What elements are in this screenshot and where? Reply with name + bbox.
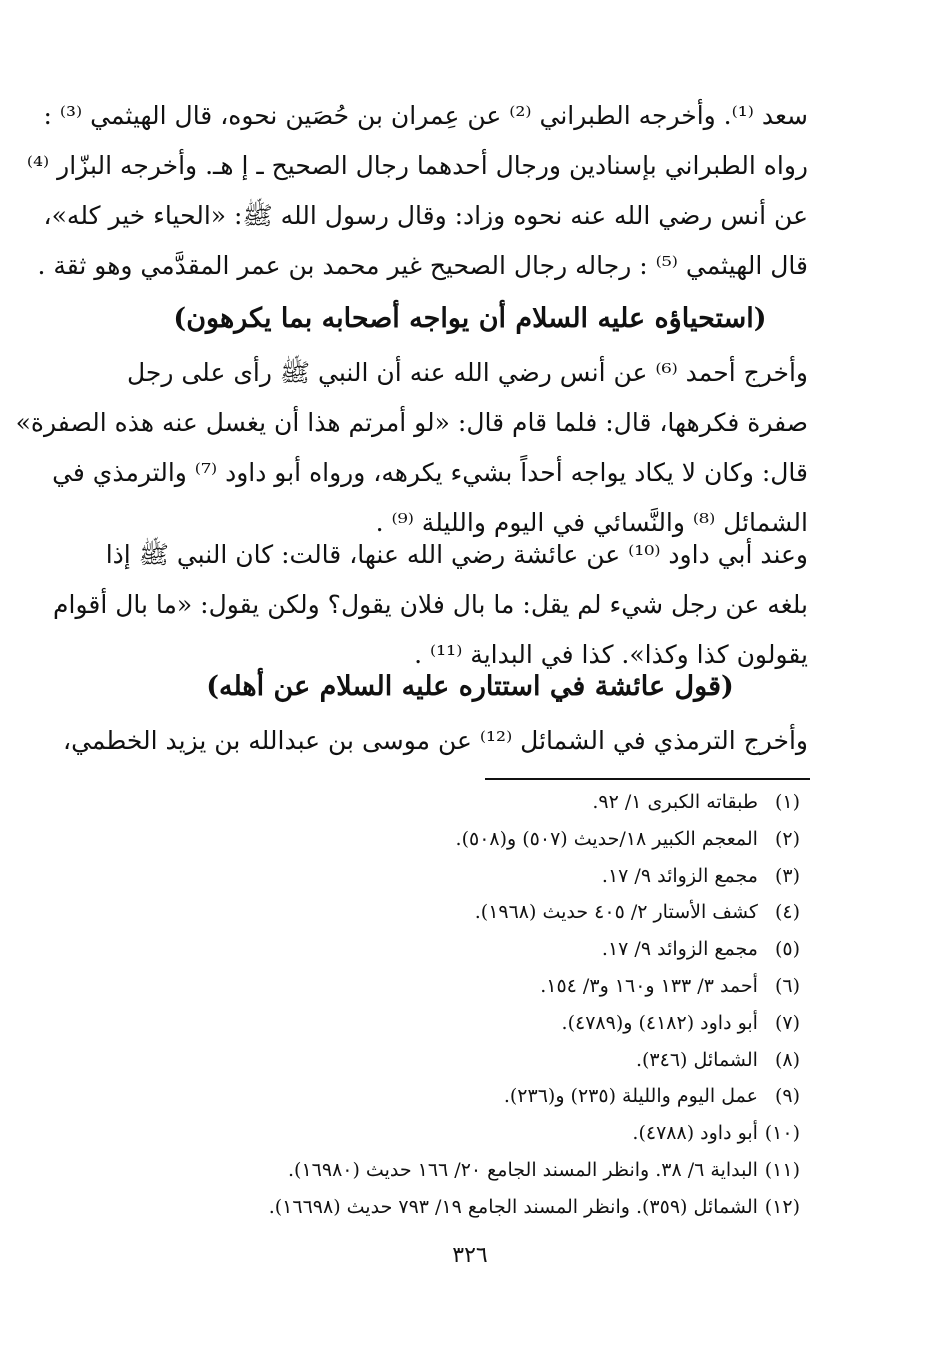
footnote-text: مجمع الزوائد ٩/ ١٧. — [601, 864, 758, 887]
page-number: ٣٢٦ — [452, 1243, 488, 1268]
footnote-6 — [100, 968, 800, 1005]
footnote-8 — [100, 1042, 800, 1079]
footnote-2 — [100, 821, 800, 858]
paragraph-4 — [63, 716, 808, 766]
footnote-number: (١) — [774, 791, 800, 813]
footnote-number: (٤) — [774, 901, 800, 924]
footnote-number: (٢) — [774, 827, 800, 850]
footnote-3 — [100, 858, 800, 895]
footnote-number: (٨) — [774, 1048, 800, 1071]
footnote-text: طبقاته الكبرى ١/ ٩٢. — [592, 791, 758, 813]
paragraph-line: الشمائل ⁽⁸⁾ والنَّسائي في اليوم والليلة ⁽⁹⁾ . — [375, 508, 808, 537]
footnote-5 — [100, 931, 800, 968]
footnote-9 — [100, 1078, 800, 1115]
footnote-text: الشمائل (٣٤٦). — [635, 1048, 758, 1071]
footnote-text: المعجم الكبير ١٨/حديث (٥٠٧) و(٥٠٨). — [455, 827, 758, 850]
footnote-number: (١١) — [764, 1158, 800, 1181]
footnote-text: أبو داود (٤١٨٢) و(٤٧٨٩). — [561, 1011, 758, 1034]
footnote-number: (٦) — [774, 974, 800, 997]
footnote-4 — [100, 894, 800, 931]
paragraph-line: رواه الطبراني بإسنادين ورجال أحدهما رجال الصحيح ـ إ هـ. وأخرجه البزّار ⁽⁴⁾ — [26, 151, 808, 180]
footnote-separator — [485, 778, 810, 780]
paragraph-line: سعد ⁽¹⁾. وأخرجه الطبراني ⁽²⁾ عن عِمران بن حُصَين نحوه، قال الهيثمي ⁽³⁾ : — [43, 101, 808, 130]
footnote-number: (٣) — [774, 864, 800, 887]
paragraph-3 — [53, 530, 808, 680]
footnote-number: (٥) — [774, 938, 800, 961]
paragraph-line: وأخرج الترمذي في الشمائل ⁽¹²⁾ عن موسى بن عبدالله بن يزيد الخطمي، — [63, 726, 808, 755]
footnote-1 — [100, 784, 800, 821]
footnote-11 — [100, 1152, 800, 1189]
footnote-10 — [100, 1115, 800, 1152]
footnote-7 — [100, 1005, 800, 1042]
footnote-text: كشف الأستار ٢/ ٤٠٥ حديث (١٩٦٨). — [474, 901, 758, 924]
footnote-number: (٩) — [774, 1085, 800, 1108]
footnotes-list — [100, 784, 800, 1226]
paragraph-line: وعند أبي داود ⁽¹⁰⁾ عن عائشة رضي الله عنها، قالت: كان النبي ﷺ إذا — [105, 540, 808, 569]
paragraph-line: قال: وكان لا يكاد يواجه أحداً بشيء يكرهه، ورواه أبو داود ⁽⁷⁾ والترمذي في — [52, 458, 808, 487]
paragraph-line: قال الهيثمي ⁽⁵⁾ : رجاله رجال الصحيح غير محمد بن عمر المقدَّمي وهو ثقة . — [37, 251, 808, 280]
footnote-number: (١٢) — [764, 1195, 800, 1218]
paragraph-2 — [15, 348, 808, 548]
paragraph-line: يقولون كذا وكذا». كذا في البداية ⁽¹¹⁾ . — [414, 640, 808, 669]
section-heading-1: (استحياؤه عليه السلام أن يواجه أصحابه بما يكرهون) — [173, 303, 767, 334]
paragraph-line: وأخرج أحمد ⁽⁶⁾ عن أنس رضي الله عنه أن النبي ﷺ رأى على رجل — [126, 358, 808, 387]
footnote-text: الشمائل (٣٥٩). وانظر المسند الجامع ١٩/ ٧٩٣ حديث (١٦٦٩٨). — [268, 1195, 758, 1218]
footnote-text: أحمد ٣/ ١٣٣ و١٦٠ و٣/ ١٥٤. — [540, 974, 758, 997]
footnote-text: أبو داود (٤٧٨٨). — [632, 1122, 758, 1145]
footnote-number: (١٠) — [764, 1122, 800, 1145]
paragraph-line: عن أنس رضي الله عنه نحوه وزاد: وقال رسول الله ﷺ: «الحياء خير كله»، — [43, 201, 808, 230]
footnote-text: البداية ٦/ ٣٨. وانظر المسند الجامع ٢٠/ ١٦٦ حديث (١٦٩٨٠). — [288, 1158, 758, 1181]
section-heading-2: (قول عائشة في استتاره عليه السلام عن أهله) — [206, 671, 734, 702]
paragraph-line: بلغه عن رجل شيء لم يقل: ما بال فلان يقول؟ ولكن يقول: «ما بال أقوام — [53, 590, 808, 619]
paragraph-1 — [26, 91, 808, 291]
footnote-text: عمل اليوم والليلة (٢٣٥) و(٢٣٦). — [503, 1085, 758, 1108]
footnote-number: (٧) — [774, 1011, 800, 1034]
footnote-text: مجمع الزوائد ٩/ ١٧. — [601, 938, 758, 961]
paragraph-line: صفرة فكرهها، قال: فلما قام قال: «لو أمرتم هذا أن يغسل عنه هذه الصفرة» — [15, 408, 808, 437]
footnote-12 — [100, 1189, 800, 1226]
